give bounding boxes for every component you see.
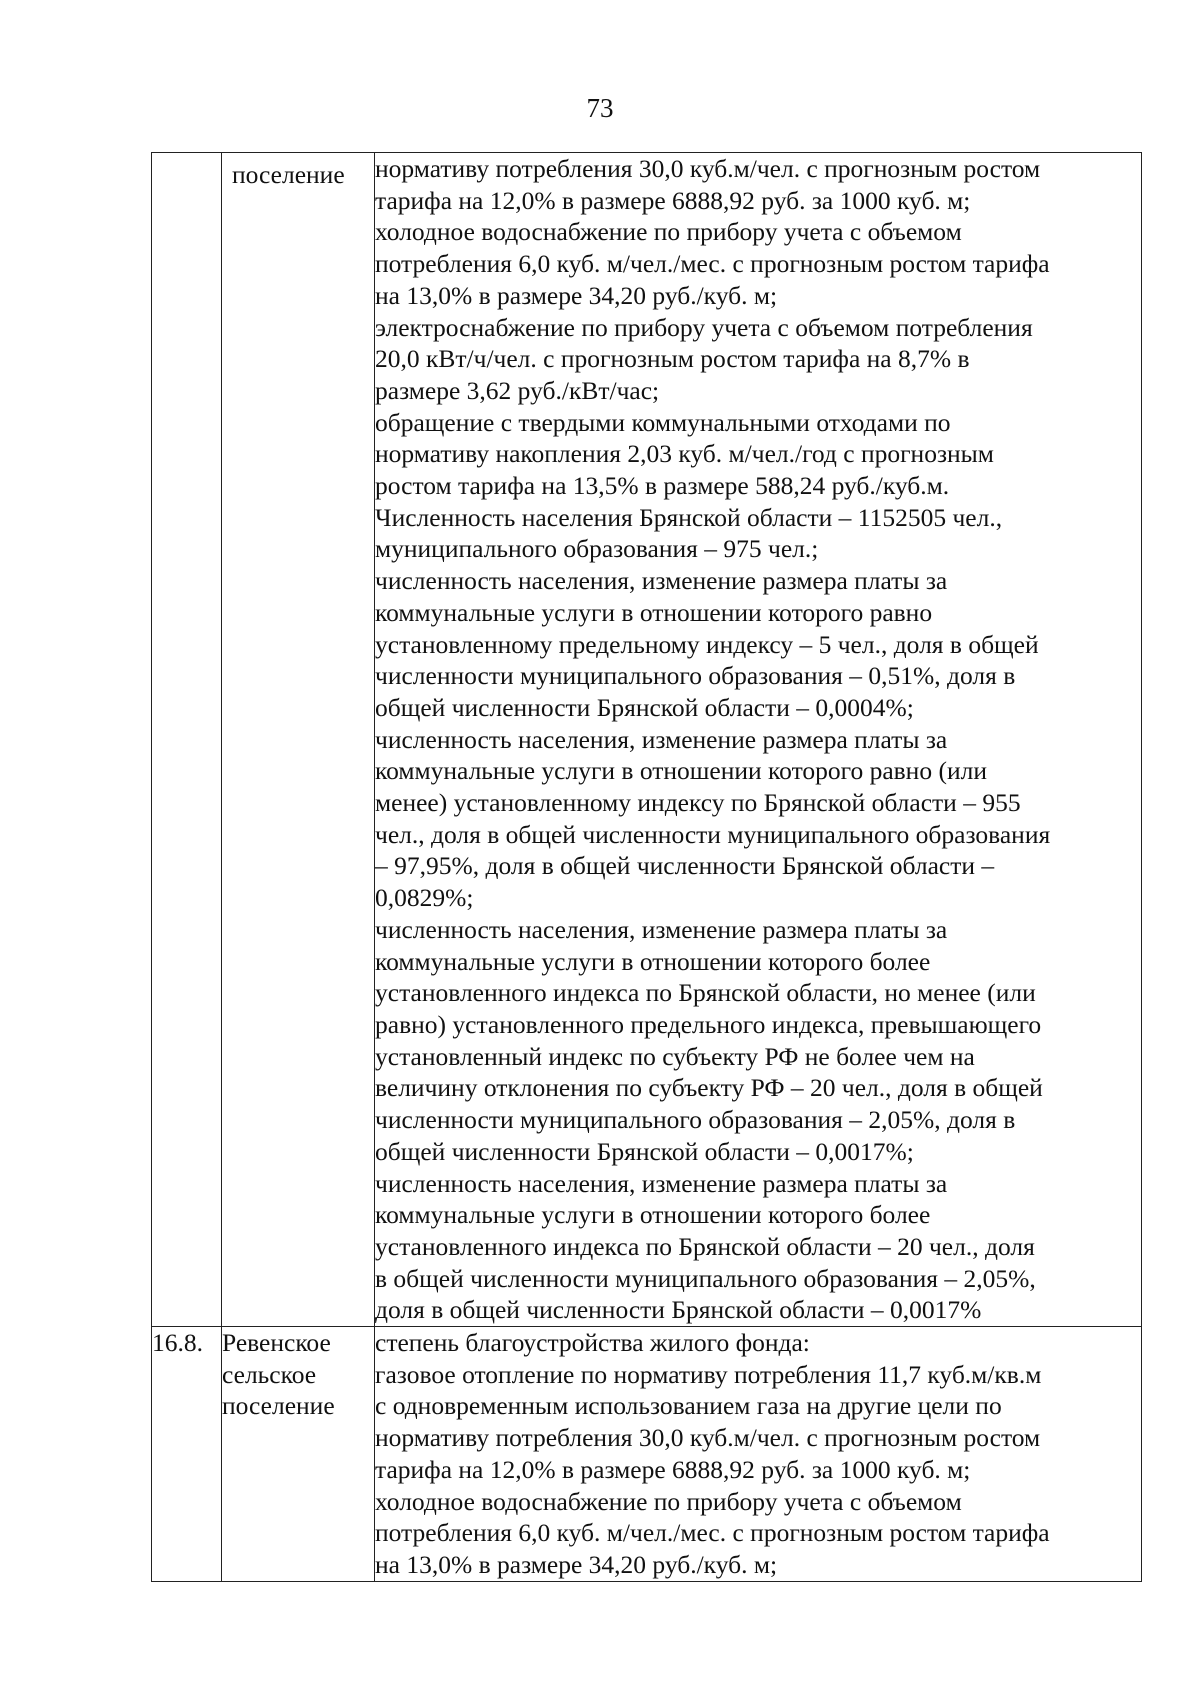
description-line: коммунальные услуги в отношении которого более bbox=[375, 1200, 931, 1230]
description-line: численность населения, изменение размера платы за bbox=[375, 914, 948, 944]
description-line: ростом тарифа на 13,5% в размере 588,24 руб./куб.м. bbox=[375, 471, 950, 501]
description-line: степень благоустройства жилого фонда: bbox=[375, 1328, 810, 1358]
description-line: муниципального образования – 975 чел.; bbox=[375, 534, 819, 564]
description-line: установленного индекса по Брянской области, но менее (или bbox=[375, 978, 1036, 1008]
document-table bbox=[151, 152, 1142, 1582]
description-line: менее) установленному индексу по Брянской области – 955 bbox=[375, 788, 1021, 818]
description-line: установленный индекс по субъекту РФ не более чем на bbox=[375, 1041, 975, 1071]
description-line: газовое отопление по нормативу потребления 11,7 куб.м/кв.м bbox=[375, 1359, 1042, 1389]
row-number bbox=[152, 153, 222, 1327]
description-line: общей численности Брянской области – 0,0004%; bbox=[375, 692, 914, 722]
description-line: на 13,0% в размере 34,20 руб./куб. м; bbox=[375, 1549, 778, 1579]
settlement-description bbox=[375, 153, 1142, 1327]
description-line: чел., доля в общей численности муниципального образования bbox=[375, 819, 1051, 849]
settlement-name bbox=[222, 153, 375, 1327]
description-line: электроснабжение по прибору учета с объемом потребления bbox=[375, 312, 1033, 342]
description-line: тарифа на 12,0% в размере 6888,92 руб. за 1000 куб. м; bbox=[375, 185, 971, 215]
description-line: нормативу потребления 30,0 куб.м/чел. с прогнозным ростом bbox=[375, 1423, 1041, 1453]
description-line: холодное водоснабжение по прибору учета с объемом bbox=[375, 1486, 962, 1516]
page-number: 73 bbox=[586, 93, 614, 123]
description-line: общей численности Брянской области – 0,0017%; bbox=[375, 1136, 914, 1166]
description-line: величину отклонения по субъекту РФ – 20 чел., доля в общей bbox=[375, 1073, 1043, 1103]
description-line: 0,0829%; bbox=[375, 883, 474, 913]
description-line: нормативу потребления 30,0 куб.м/чел. с прогнозным ростом bbox=[375, 154, 1041, 183]
description-line: численность населения, изменение размера платы за bbox=[375, 566, 948, 596]
description-line: численность населения, изменение размера платы за bbox=[375, 724, 948, 754]
description-line: в общей численности муниципального образования – 2,05%, bbox=[375, 1263, 1036, 1293]
description-line: нормативу накопления 2,03 куб. м/чел./год с прогнозным bbox=[375, 439, 994, 469]
description-line: обращение с твердыми коммунальными отходами по bbox=[375, 407, 951, 437]
description-line: численности муниципального образования – 2,05%, доля в bbox=[375, 1105, 1016, 1135]
description-line: 20,0 кВт/ч/чел. с прогнозным ростом тарифа на 8,7% в bbox=[375, 344, 970, 374]
description-line: Численность населения Брянской области – 1152505 чел., bbox=[375, 502, 1003, 532]
description-line: – 97,95%, доля в общей численности Брянской области – bbox=[375, 851, 995, 881]
description-line: коммунальные услуги в отношении которого более bbox=[375, 946, 931, 976]
settlement-name-line: сельское bbox=[222, 1359, 317, 1389]
description-line: установленного индекса по Брянской области – 20 чел., доля bbox=[375, 1231, 1035, 1261]
description-line: коммунальные услуги в отношении которого равно bbox=[375, 597, 933, 627]
table-row bbox=[152, 1327, 1142, 1582]
settlement-name bbox=[222, 1327, 375, 1582]
description-line: на 13,0% в размере 34,20 руб./куб. м; bbox=[375, 280, 778, 310]
description-line: установленному предельному индексу – 5 чел., доля в общей bbox=[375, 629, 1039, 659]
description-line: потребления 6,0 куб. м/чел./мес. с прогнозным ростом тарифа bbox=[375, 249, 1050, 279]
table-row bbox=[152, 153, 1142, 1327]
description-line: равно) установленного предельного индекса, превышающего bbox=[375, 1009, 1042, 1039]
description-line: холодное водоснабжение по прибору учета с объемом bbox=[375, 217, 962, 247]
description-line: численности муниципального образования – 0,51%, доля в bbox=[375, 661, 1016, 691]
description-line: с одновременным использованием газа на другие цели по bbox=[375, 1391, 1002, 1421]
settlement-description bbox=[375, 1327, 1142, 1582]
settlement-name-line: поселение bbox=[232, 160, 345, 189]
description-line: тарифа на 12,0% в размере 6888,92 руб. за 1000 куб. м; bbox=[375, 1454, 971, 1484]
row-number: 16.8. bbox=[152, 1327, 222, 1582]
description-line: коммунальные услуги в отношении которого равно (или bbox=[375, 756, 987, 786]
description-line: доля в общей численности Брянской области – 0,0017% bbox=[375, 1295, 982, 1325]
settlement-name-line: поселение bbox=[222, 1391, 335, 1421]
description-line: размере 3,62 руб./кВт/час; bbox=[375, 375, 660, 405]
settlement-name-line: Ревенское bbox=[222, 1328, 331, 1358]
description-line: численность населения, изменение размера платы за bbox=[375, 1168, 948, 1198]
description-line: потребления 6,0 куб. м/чел./мес. с прогнозным ростом тарифа bbox=[375, 1518, 1050, 1548]
